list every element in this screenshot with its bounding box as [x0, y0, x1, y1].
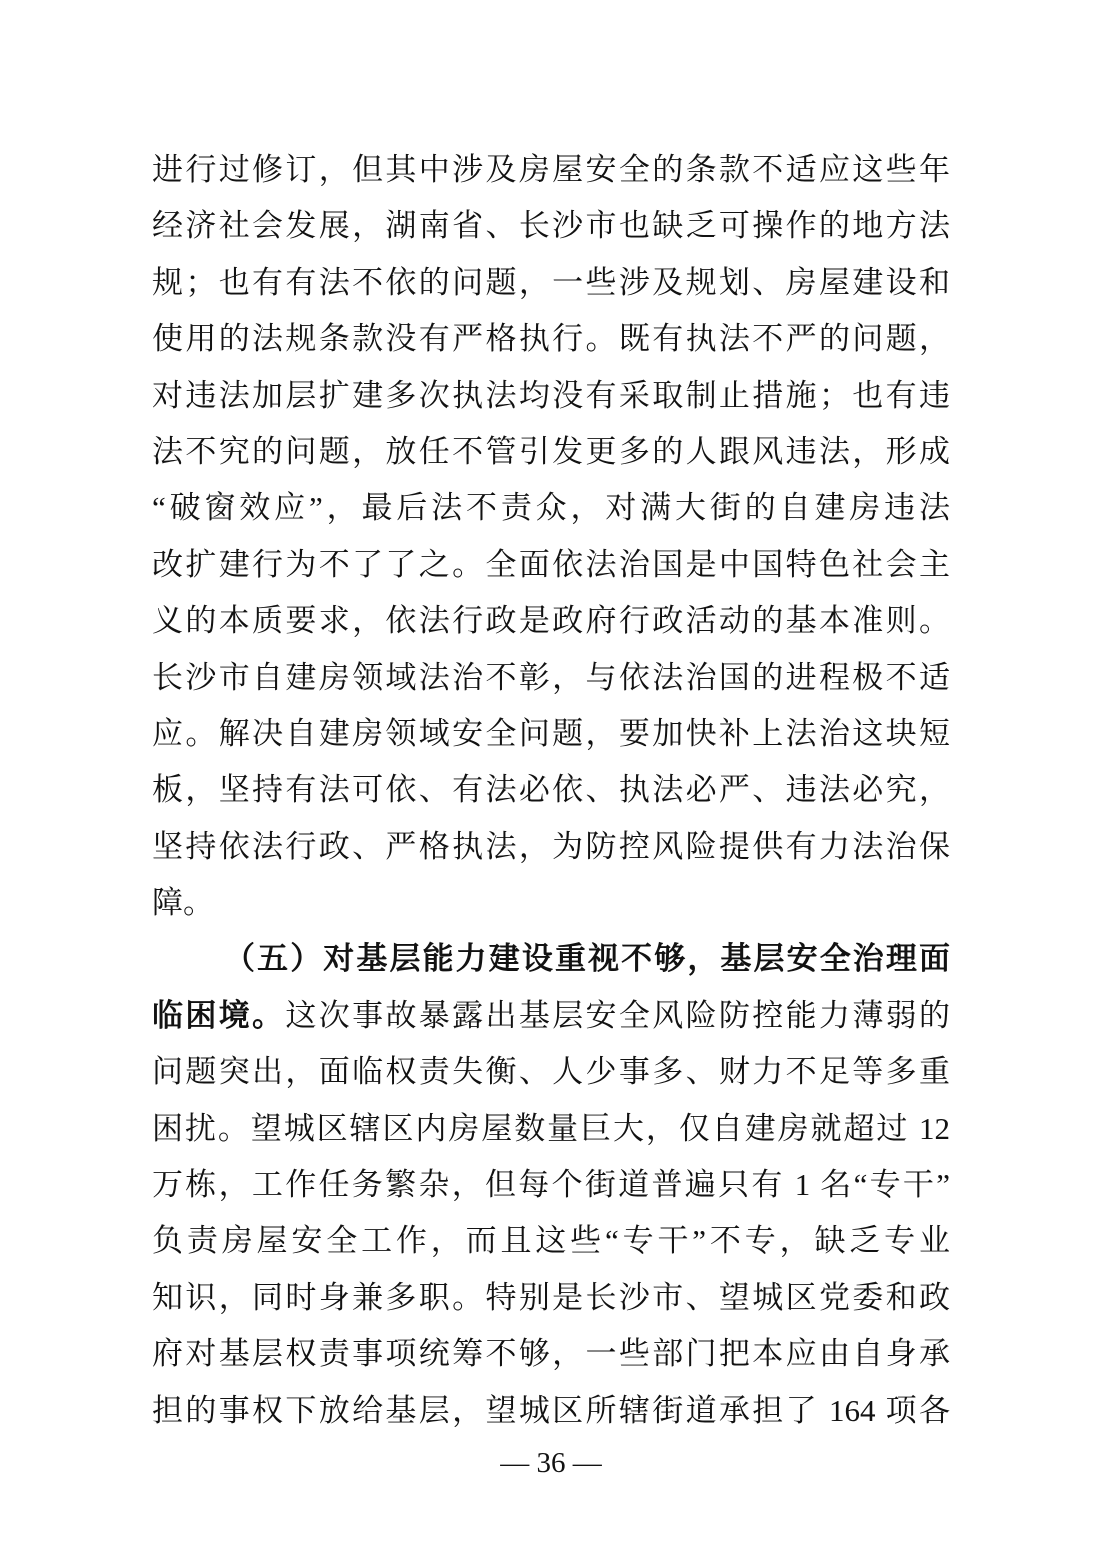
body-line-paragraph-end: 障。 [152, 885, 214, 921]
body-line: 应。解决自建房领域安全问题，要加快补上法治这块短 [152, 715, 950, 751]
body-line: 规；也有有法不依的问题，一些涉及规划、房屋建设和 [152, 264, 950, 300]
body-line-with-heading-wrap [152, 988, 950, 1044]
section-heading-line: （五）对基层能力建设重视不够，基层安全治理面 [224, 941, 950, 977]
body-text-segment: 这次事故暴露出基层安全风险防控能力薄弱的 [285, 997, 950, 1033]
body-line: 困扰。望城区辖区内房屋数量巨大，仅自建房就超过 12 [152, 1110, 950, 1146]
body-line: 担的事权下放给基层，望城区所辖街道承担了 164 项各 [152, 1392, 950, 1428]
body-line: 负责房屋安全工作，而且这些“专干”不专，缺乏专业 [152, 1223, 950, 1259]
body-line: 知识，同时身兼多职。特别是长沙市、望城区党委和政 [152, 1279, 950, 1315]
body-line: “破窗效应”，最后法不责众，对满大街的自建房违法 [152, 490, 950, 526]
body-line: 万栋，工作任务繁杂，但每个街道普遍只有 1 名“专干” [152, 1167, 950, 1203]
body-line: 问题突出，面临权责失衡、人少事多、财力不足等多重 [152, 1054, 950, 1090]
body-line: 板，坚持有法可依、有法必依、执法必严、违法必究， [152, 772, 950, 808]
body-line: 义的本质要求，依法行政是政府行政活动的基本准则。 [152, 603, 950, 639]
body-line: 进行过修订，但其中涉及房屋安全的条款不适应这些年 [152, 152, 950, 187]
section-heading-wrap: 临困境。 [152, 997, 286, 1033]
body-line: 府对基层权责事项统筹不够，一些部门把本应由自身承 [152, 1336, 950, 1372]
body-line: 长沙市自建房领域法治不彰，与依法治国的进程极不适 [152, 659, 950, 695]
body-line: 改扩建行为不了了之。全面依法治国是中国特色社会主 [152, 546, 950, 582]
body-line: 对违法加层扩建多次执法均没有采取制止措施；也有违 [152, 377, 950, 413]
body-line: 法不究的问题，放任不管引发更多的人跟风违法，形成 [152, 433, 950, 469]
body-line: 经济社会发展，湖南省、长沙市也缺乏可操作的地方法 [152, 208, 950, 244]
footer-page-number: — 36 — [500, 1447, 602, 1479]
body-line: 使用的法规条款没有严格执行。既有执法不严的问题， [152, 321, 950, 357]
body-line: 坚持依法行政、严格执法，为防控风险提供有力法治保 [152, 828, 950, 864]
text-block [152, 142, 950, 1439]
